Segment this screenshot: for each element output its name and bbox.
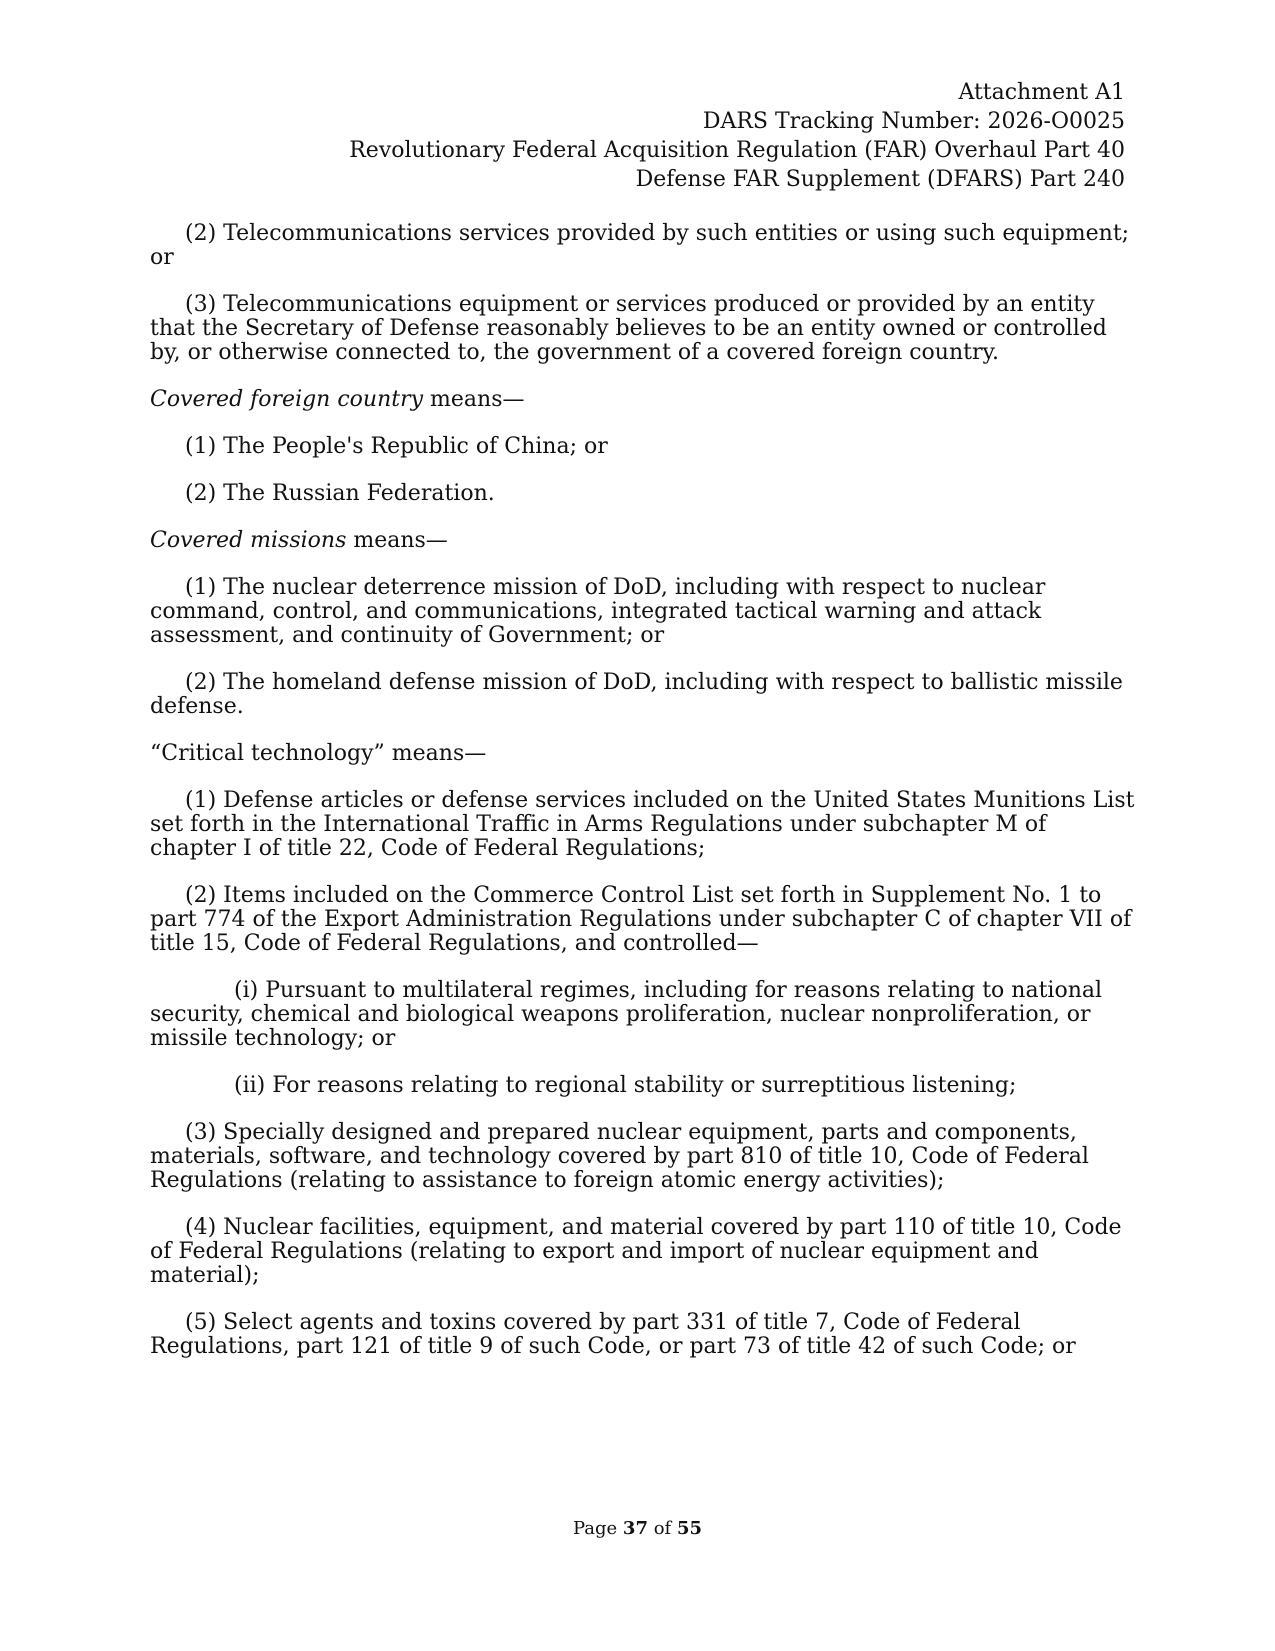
page-word: Page <box>572 1518 623 1539</box>
paragraph: (1) Defense articles or defense services included on the United States Munitions List set forth in the International Traffic in Arms Regulations under subchapter M of chapter I of title 22, Code of Federal Regulations; <box>150 788 1135 861</box>
paragraph: (2) Items included on the Commerce Control List set forth in Supplement No. 1 to part 774 of the Export Administration Regulations under subchapter C of chapter VII of title 15, Code of Federal Regulations, and controlled— <box>150 883 1132 956</box>
header-dfars-part: Defense FAR Supplement (DFARS) Part 240 <box>635 167 1125 192</box>
header-tracking-number: DARS Tracking Number: 2026-O0025 <box>702 109 1125 134</box>
paragraph: (3) Specially designed and prepared nuclear equipment, parts and components, materials, software, and technology covered by part 810 of title 10, Code of Federal Regulations (relating to assistance to foreign atomic energy activities); <box>150 1120 1089 1193</box>
paragraph: (1) The People's Republic of China; or <box>185 434 608 459</box>
definition-heading <box>150 529 1135 553</box>
page-header <box>125 78 1125 194</box>
paragraph: (3) Telecommunications equipment or services produced or provided by an entity that the Secretary of Defense reasonably believes to be an entity owned or controlled by, or otherwise connected to, the government of a covered foreign country. <box>150 292 1107 365</box>
definition-heading: “Critical technology” means— <box>150 741 487 766</box>
paragraph: (1) The nuclear deterrence mission of DoD, including with respect to nuclear command, control, and communications, integrated tactical warning and attack assessment, and continuity of Government; or <box>150 575 1046 648</box>
paragraph: (2) Telecommunications services provided by such entities or using such equipment; or <box>150 221 1130 270</box>
paragraph: (2) The homeland defense mission of DoD, including with respect to ballistic missile defense. <box>150 670 1123 719</box>
header-attachment: Attachment A1 <box>958 80 1125 105</box>
defined-term: Covered missions <box>150 528 347 553</box>
page-footer <box>0 1518 1275 1540</box>
of-word: of <box>647 1518 677 1539</box>
paragraph: (i) Pursuant to multilateral regimes, including for reasons relating to national security, chemical and biological weapons proliferation, nuclear nonproliferation, or missile technology; or <box>150 978 1103 1051</box>
header-far-part: Revolutionary Federal Acquisition Regulation (FAR) Overhaul Part 40 <box>349 138 1125 163</box>
paragraph: (5) Select agents and toxins covered by part 331 of title 7, Code of Federal Regulations, part 121 of title 9 of such Code, or part 73 of title 42 of such Code; or <box>150 1310 1076 1359</box>
definition-heading <box>150 388 1135 412</box>
definition-suffix: means— <box>346 528 448 553</box>
document-body <box>150 222 1135 1382</box>
total-page-count: 55 <box>676 1518 702 1539</box>
paragraph: (4) Nuclear facilities, equipment, and material covered by part 110 of title 10, Code of Federal Regulations (relating to export and import of nuclear equipment and material); <box>150 1215 1122 1288</box>
paragraph: (ii) For reasons relating to regional stability or surreptitious listening; <box>234 1073 1017 1098</box>
current-page-number: 37 <box>622 1518 648 1539</box>
definition-suffix: means— <box>423 387 525 412</box>
defined-term: Covered foreign country <box>150 387 424 412</box>
paragraph: (2) The Russian Federation. <box>185 481 495 506</box>
